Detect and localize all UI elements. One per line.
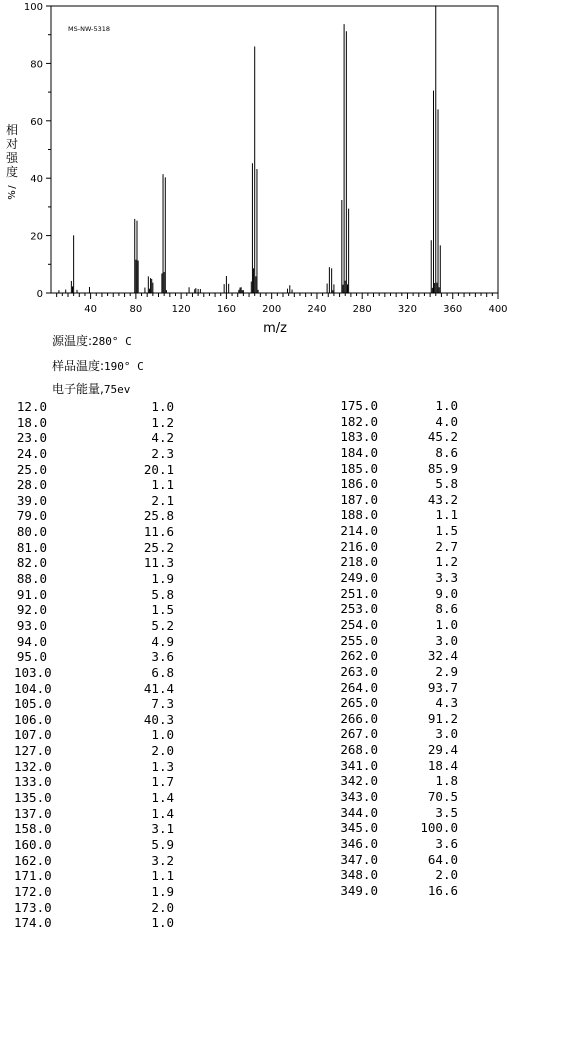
x-tick-label: 240 (307, 304, 327, 315)
peak-mz: 344.0 (340, 804, 378, 820)
peak-table-row (14, 540, 174, 556)
peak-abundance: 1.2 (151, 414, 174, 430)
peak-table-row (338, 617, 458, 633)
peak-abundance: 1.1 (435, 507, 458, 523)
peak-mz: 343.0 (340, 789, 378, 805)
peak-abundance: 8.6 (435, 444, 458, 460)
peak-abundance: 1.0 (435, 398, 458, 413)
peak-mz: 263.0 (340, 663, 378, 679)
peak-abundance: 3.0 (435, 632, 458, 648)
peak-table-row (14, 837, 174, 853)
peak-table-row (14, 868, 174, 884)
y-axis-label-char: 相 (5, 123, 19, 137)
x-tick-label: 280 (352, 304, 372, 315)
peak-mz: 346.0 (340, 835, 378, 851)
y-tick-label: 60 (30, 116, 43, 128)
peak-mz: 188.0 (340, 507, 378, 523)
peak-abundance: 1.0 (151, 727, 174, 743)
peak-table-row (14, 618, 174, 634)
peak-abundance: 25.8 (143, 508, 174, 524)
peak-table-row (338, 836, 458, 852)
peak-mz: 342.0 (340, 773, 378, 789)
peak-abundance: 4.2 (151, 430, 174, 446)
peak-table-row (338, 539, 458, 555)
peak-mz: 80.0 (16, 524, 47, 540)
source-temp-label: 源温度: (52, 334, 93, 348)
peak-table-row (338, 633, 458, 649)
peak-mz: 218.0 (340, 554, 378, 570)
peak-abundance: 2.7 (435, 538, 458, 554)
peak-abundance: 25.2 (143, 539, 174, 555)
peak-abundance: 1.4 (151, 790, 174, 806)
peak-abundance: 18.4 (427, 757, 458, 773)
peak-table-row (14, 430, 174, 446)
peak-mz: 185.0 (340, 460, 378, 476)
peak-mz: 107.0 (14, 727, 52, 743)
peak-abundance: 5.2 (151, 617, 174, 633)
y-axis-label-char: 度 (5, 165, 19, 179)
peak-mz: 175.0 (340, 398, 378, 413)
peak-abundance: 1.0 (151, 399, 174, 414)
peak-table-row (338, 726, 458, 742)
peak-table-row (14, 900, 174, 916)
peak-table-row (14, 493, 174, 509)
peak-abundance: 32.4 (427, 648, 458, 664)
peak-abundance: 1.0 (435, 616, 458, 632)
peak-mz: 183.0 (340, 429, 378, 445)
peak-abundance: 3.5 (435, 804, 458, 820)
peak-table-row (14, 446, 174, 462)
peak-abundance: 1.2 (435, 554, 458, 570)
peak-mz: 127.0 (14, 743, 52, 759)
electron-energy (52, 380, 130, 397)
peak-mz: 93.0 (16, 617, 47, 633)
peak-table-row (338, 570, 458, 586)
peak-table-row (338, 507, 458, 523)
peak-abundance: 29.4 (427, 742, 458, 758)
peak-mz: 12.0 (16, 399, 47, 414)
peak-table-row (14, 712, 174, 728)
peak-abundance: 11.3 (143, 555, 174, 571)
peak-abundance: 1.1 (151, 477, 174, 493)
spectrum-bars (59, 6, 440, 293)
peak-table-row (14, 399, 174, 415)
peak-mz: 174.0 (14, 915, 52, 931)
peak-table-row (14, 806, 174, 822)
peak-mz: 349.0 (340, 882, 378, 898)
peak-table-row (338, 820, 458, 836)
peak-abundance: 1.0 (151, 915, 174, 931)
peak-table-row (14, 634, 174, 650)
peak-mz: 268.0 (340, 742, 378, 758)
peak-table-row (338, 789, 458, 805)
peak-abundance: 3.0 (435, 726, 458, 742)
peak-mz: 106.0 (14, 711, 52, 727)
peak-abundance: 8.6 (435, 601, 458, 617)
peak-abundance: 100.0 (420, 820, 458, 836)
peak-table-row (338, 523, 458, 539)
peak-mz: 341.0 (340, 757, 378, 773)
peak-table-row (338, 648, 458, 664)
peak-abundance: 1.8 (435, 773, 458, 789)
peak-table-row (338, 429, 458, 445)
peak-mz: 158.0 (14, 821, 52, 837)
peak-mz: 184.0 (340, 444, 378, 460)
peak-table-row (14, 821, 174, 837)
peak-table-row (14, 915, 174, 931)
chart-title: MS-NW-5318 (68, 25, 110, 33)
peak-mz: 266.0 (340, 710, 378, 726)
peak-mz: 132.0 (14, 758, 52, 774)
peak-mz: 347.0 (340, 851, 378, 867)
peak-abundance: 11.6 (143, 524, 174, 540)
peak-table-row (338, 742, 458, 758)
source-temperature (52, 332, 132, 349)
y-axis-label-char: / (7, 185, 18, 189)
peak-mz: 348.0 (340, 867, 378, 883)
sample-temp-value: 190° C (104, 360, 144, 373)
peak-table-row (14, 649, 174, 665)
peak-abundance: 1.1 (151, 868, 174, 884)
peak-table-right (338, 398, 458, 899)
peak-table-row (338, 586, 458, 602)
peak-table-row (14, 727, 174, 743)
peak-abundance: 45.2 (427, 429, 458, 445)
peak-mz: 172.0 (14, 883, 52, 899)
peak-mz: 25.0 (16, 461, 47, 477)
peak-abundance: 3.3 (435, 570, 458, 586)
peak-table-row (338, 554, 458, 570)
peak-table-row (14, 681, 174, 697)
peak-abundance: 2.1 (151, 492, 174, 508)
x-tick-label: 160 (216, 304, 236, 315)
sample-temperature (52, 357, 144, 374)
peak-abundance: 1.5 (435, 523, 458, 539)
peak-abundance: 5.8 (435, 476, 458, 492)
x-tick-label: 120 (171, 304, 191, 315)
electron-energy-value: 75ev (103, 383, 131, 396)
peak-abundance: 9.0 (435, 585, 458, 601)
peak-abundance: 3.1 (151, 821, 174, 837)
peak-abundance: 1.7 (151, 774, 174, 790)
peak-mz: 265.0 (340, 695, 378, 711)
peak-table-left (14, 399, 174, 931)
peak-abundance: 3.2 (151, 852, 174, 868)
x-axis-label: m/z (263, 321, 287, 336)
x-tick-label: 400 (488, 304, 508, 315)
y-axis-label-char: % (7, 190, 18, 200)
peak-abundance: 2.0 (151, 743, 174, 759)
peak-mz: 186.0 (340, 476, 378, 492)
peak-table-row (14, 571, 174, 587)
peak-table-row (14, 743, 174, 759)
x-tick-label: 360 (443, 304, 463, 315)
peak-table-row (338, 445, 458, 461)
peak-table-row (338, 852, 458, 868)
peak-mz: 262.0 (340, 648, 378, 664)
peak-abundance: 64.0 (427, 851, 458, 867)
peak-mz: 135.0 (14, 790, 52, 806)
peak-table-row (14, 759, 174, 775)
peak-table-row (14, 696, 174, 712)
peak-abundance: 85.9 (427, 460, 458, 476)
peak-mz: 187.0 (340, 491, 378, 507)
peak-mz: 18.0 (16, 414, 47, 430)
peak-mz: 264.0 (340, 679, 378, 695)
peak-abundance: 4.0 (435, 413, 458, 429)
peak-abundance: 2.3 (151, 445, 174, 461)
peak-abundance: 1.9 (151, 883, 174, 899)
peak-table-row (338, 773, 458, 789)
peak-mz: 160.0 (14, 836, 52, 852)
peak-abundance: 3.6 (151, 649, 174, 665)
y-tick-label: 80 (30, 59, 43, 71)
peak-abundance: 1.3 (151, 758, 174, 774)
peak-mz: 133.0 (14, 774, 52, 790)
peak-mz: 171.0 (14, 868, 52, 884)
peak-abundance: 2.9 (435, 663, 458, 679)
y-tick-label: 100 (23, 2, 43, 13)
peak-mz: 91.0 (16, 586, 47, 602)
y-axis-label-char: 强 (5, 151, 19, 165)
peak-abundance: 1.5 (151, 602, 174, 618)
peak-mz: 24.0 (16, 445, 47, 461)
peak-table-row (338, 398, 458, 414)
peak-abundance: 93.7 (427, 679, 458, 695)
peak-table-row (338, 414, 458, 430)
peak-abundance: 20.1 (143, 461, 174, 477)
peak-mz: 92.0 (16, 602, 47, 618)
peak-mz: 28.0 (16, 477, 47, 493)
peak-abundance: 16.6 (427, 882, 458, 898)
peak-mz: 254.0 (340, 616, 378, 632)
peak-abundance: 2.0 (151, 899, 174, 915)
peak-table-row (338, 664, 458, 680)
x-tick-label: 80 (129, 304, 143, 315)
source-temp-value: 280° C (92, 335, 132, 348)
peak-table-row (338, 867, 458, 883)
peak-table-row (338, 680, 458, 696)
peak-table-row (14, 602, 174, 618)
x-tick-label: 200 (262, 304, 282, 315)
peak-table-row (338, 711, 458, 727)
peak-table-row (14, 477, 174, 493)
peak-table-row (338, 695, 458, 711)
peak-table-row (14, 508, 174, 524)
peak-mz: 253.0 (340, 601, 378, 617)
peak-mz: 94.0 (16, 633, 47, 649)
peak-mz: 105.0 (14, 696, 52, 712)
peak-mz: 249.0 (340, 570, 378, 586)
peak-table-row (14, 790, 174, 806)
peak-abundance: 70.5 (427, 789, 458, 805)
peak-table-row (338, 492, 458, 508)
peak-table-row (338, 883, 458, 899)
peak-abundance: 5.8 (151, 586, 174, 602)
peak-table-row (14, 665, 174, 681)
peak-mz: 182.0 (340, 413, 378, 429)
peak-abundance: 4.9 (151, 633, 174, 649)
peak-abundance: 1.9 (151, 571, 174, 587)
peak-mz: 103.0 (14, 664, 52, 680)
peak-table-row (14, 555, 174, 571)
peak-mz: 81.0 (16, 539, 47, 555)
peak-abundance: 5.9 (151, 836, 174, 852)
peak-table-row (14, 462, 174, 478)
peak-table-row (14, 774, 174, 790)
peak-mz: 39.0 (16, 492, 47, 508)
peak-table-row (338, 805, 458, 821)
peak-mz: 137.0 (14, 805, 52, 821)
peak-mz: 82.0 (16, 555, 47, 571)
peak-abundance: 43.2 (427, 491, 458, 507)
peak-abundance: 1.4 (151, 805, 174, 821)
peak-mz: 95.0 (16, 649, 47, 665)
peak-mz: 88.0 (16, 571, 47, 587)
y-tick-label: 40 (30, 174, 43, 186)
peak-abundance: 7.3 (151, 696, 174, 712)
peak-mz: 251.0 (340, 585, 378, 601)
peak-table-row (14, 415, 174, 431)
peak-mz: 104.0 (14, 680, 52, 696)
peak-table-row (14, 587, 174, 603)
y-tick-label: 0 (36, 289, 43, 300)
peak-mz: 162.0 (14, 852, 52, 868)
peak-table-row (14, 884, 174, 900)
peak-mz: 345.0 (340, 820, 378, 836)
peak-table-row (338, 461, 458, 477)
electron-energy-label: 电子能量, (52, 382, 104, 396)
peak-abundance: 4.3 (435, 695, 458, 711)
peak-mz: 173.0 (14, 899, 52, 915)
peak-abundance: 41.4 (143, 680, 174, 696)
peak-abundance: 40.3 (143, 711, 174, 727)
peak-abundance: 91.2 (427, 710, 458, 726)
peak-table-row (14, 524, 174, 540)
peak-abundance: 3.6 (435, 835, 458, 851)
peak-abundance: 6.8 (151, 664, 174, 680)
peak-mz: 23.0 (16, 430, 47, 446)
peak-mz: 214.0 (340, 523, 378, 539)
peak-table-row (14, 853, 174, 869)
y-tick-label: 20 (30, 231, 43, 243)
peak-mz: 79.0 (16, 508, 47, 524)
y-axis-label-char: 对 (5, 137, 19, 151)
peak-mz: 216.0 (340, 538, 378, 554)
mass-spectrum-chart (0, 0, 570, 340)
peak-table-row (338, 601, 458, 617)
sample-temp-label: 样品温度: (52, 359, 105, 373)
peak-mz: 267.0 (340, 726, 378, 742)
peak-table-row (338, 476, 458, 492)
peak-mz: 255.0 (340, 632, 378, 648)
peak-abundance: 2.0 (435, 867, 458, 883)
x-tick-label: 40 (84, 304, 97, 315)
peak-table-row (338, 758, 458, 774)
x-tick-label: 320 (397, 304, 418, 315)
